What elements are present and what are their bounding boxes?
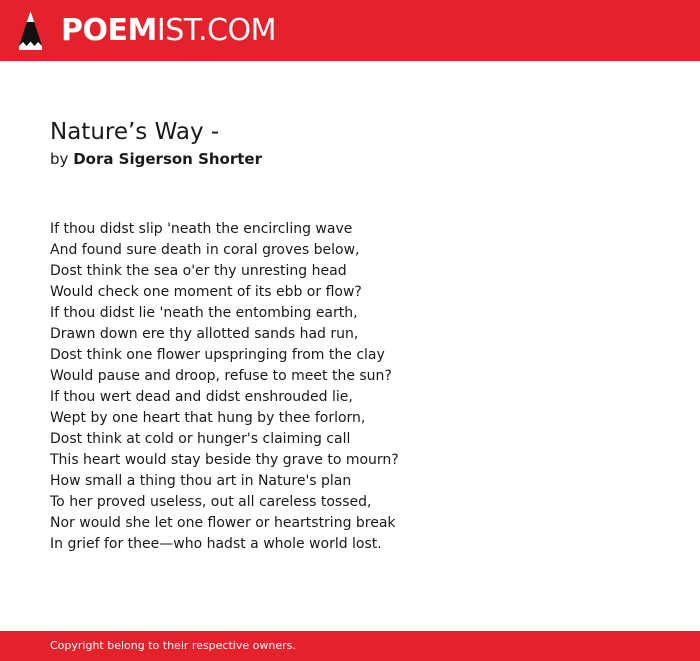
poem-line: This heart would stay beside thy grave to mourn? (50, 452, 399, 468)
poem-byline (50, 149, 262, 169)
poem-line: Wept by one heart that hung by thee forlorn, (50, 410, 366, 426)
copyright-notice: Copyright belong to their respective owners. (50, 639, 296, 652)
poem-line: If thou didst slip 'neath the encircling wave (50, 221, 353, 237)
poem-line: How small a thing thou art in Nature's plan (50, 473, 352, 489)
poem-line: If thou didst lie 'neath the entombing earth, (50, 305, 358, 321)
brand-name-light: IST.COM (156, 13, 276, 48)
poem-line: If thou wert dead and didst enshrouded lie, (50, 389, 353, 405)
poem-line: And found sure death in coral groves below, (50, 242, 360, 258)
poem-line: Dost think the sea o'er thy unresting head (50, 263, 347, 279)
poem-author: Dora Sigerson Shorter (73, 150, 262, 168)
poem-line: In grief for thee—who hadst a whole world lost. (50, 536, 382, 552)
byline-prefix: by (50, 150, 69, 168)
poem-line: Dost think at cold or hunger's claiming call (50, 431, 351, 447)
poem-line: Would pause and droop, refuse to meet the sun? (50, 368, 392, 384)
poem-body (50, 219, 650, 555)
poem-line: To her proved useless, out all careless tossed, (50, 494, 372, 510)
poem-line: Dost think one flower upspringing from the clay (50, 347, 385, 363)
pencil-icon[interactable] (18, 10, 43, 51)
poem-line: Would check one moment of its ebb or flow? (50, 284, 362, 300)
poem-line: Nor would she let one flower or heartstring break (50, 515, 396, 531)
site-footer (0, 631, 700, 661)
poem-title: Nature’s Way - (50, 119, 220, 145)
brand-name-bold: POEM (61, 13, 157, 48)
site-header (0, 0, 700, 61)
site-logo-text[interactable] (61, 12, 276, 50)
poem-line: Drawn down ere thy allotted sands had run, (50, 326, 359, 342)
